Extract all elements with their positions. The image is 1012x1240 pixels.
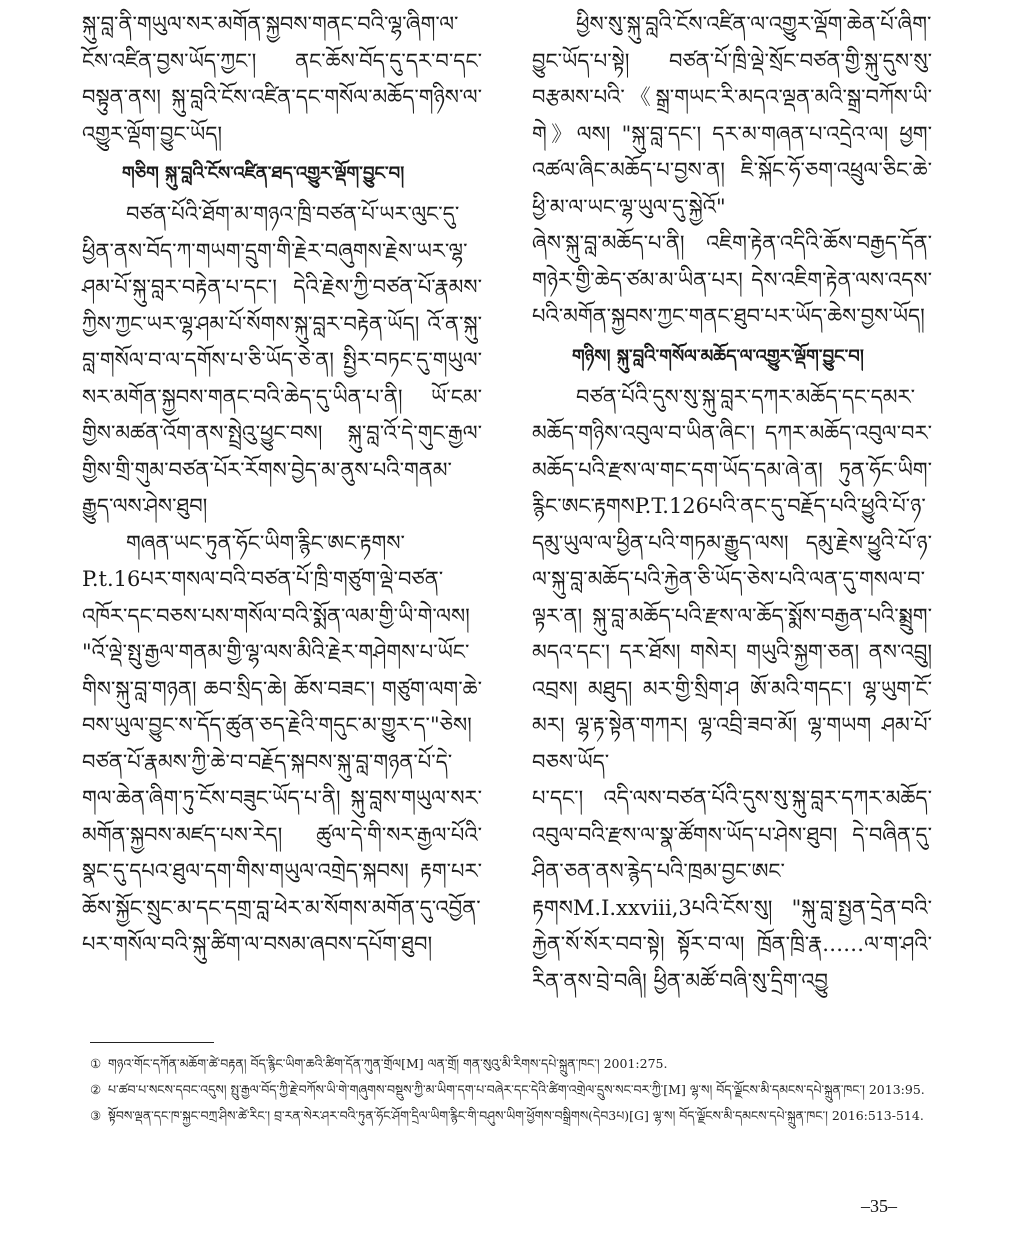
left-column [82, 0, 482, 963]
footnote-divider [90, 1042, 214, 1043]
left-paragraph-2: བཙན་པོའི་ཐོག་མ་གཉའ་ཁྲི་བཙན་པོ་ཡར་ལུང་དུ་ཕྱིན་ནས་བོད་ཀ་གཡག་དྲུག་གི་རྗེར་བཞུགས་རྗེས་ཡར་ལྷ་ཤམ་པོ་སྐུ་བླར་བརྟེན་པ་དང་། དེའི་རྗེས་ཀྱི་བཙན་པོ་རྣམས་ཀྱིས་ཀྱང་ཡར་ལྷ་ཤམ་པོ་སོགས་སྐུ་བླར་བརྟེན་ཡོད། འོ་ན་སྐུ་བླ་གསོལ་བ་ལ་དགོས་པ་ཅི་ཡོད་ཅེ་ན། སྤྱིར་བཏང་དུ་གཡུལ་སར་མགོན་སྐྱབས་གནང་བའི་ཆེད་དུ་ཡིན་པ་ནི། ཡོ་ངམ་གྱིས་མཚན་འོག་ནས་སྤྲེའུ་ཕྱུང་བས། སྐུ་བླ་འོ་དེ་གུང་རྒྱལ་གྱིས་གྲི་གུམ་བཙན་པོར་རོགས་བྱེད་མ་ནུས་པའི་གནམ་རྒྱུད་ལས་ཤེས་ཐུབ། [82, 202, 482, 518]
footnote-2 [90, 1078, 930, 1102]
section-heading-1: གཅིག སྐུ་བླའི་ངོས་འཛིན་ཐད་འགྱུར་ལྡོག་བྱུང་བ། [122, 163, 405, 184]
left-paragraph-3: གཞན་ཡང་ཏུན་ཧོང་ཡིག་རྙིང་ཨང་རྟགས་P.t.16པར་གསལ་བའི་བཙན་པོ་ཁྲི་གཙུག་ལྡེ་བཙན་འཁོར་དང་བཅས་པས་གསོལ་བའི་སྨོན་ལམ་གྱི་ཡི་གེ་ལས། "འོ་ལྡེ་སྤུ་རྒྱལ་གནམ་གྱི་ལྷ་ལས་མིའི་རྗེར་གཤེགས་པ་ཡོང་གིས་སྐུ་བླ་གཉན། ཆབ་སྲིད་ཆེ། ཆོས་བཟང་། གཙུག་ལག་ཆེ་བས་ཡུལ་བྱུང་ས་དོད་ཚུན་ཅད་རྗེའི་གདུང་མ་གྱུར་ད་"ཅེས། བཙན་པོ་རྣམས་ཀྱི་ཆེ་བ་བརྗོད་སྐབས་སྐུ་བླ་གཉན་པོ་དེ་གལ་ཆེན་ཞིག་ཏུ་ངོས་བཟུང་ཡོད་པ་ནི། སྐུ་བླས་གཡུལ་སར་མགོན་སྐྱབས་མཛད་པས་རེད། ཚུལ་དེ་གི་སར་རྒྱལ་པོའི་སྣང་དུ་དཔའ་ཐུལ་དག་གིས་གཡུལ་འགྲེད་སྐབས། རྟག་པར་ཆོས་སྐྱོང་སྲུང་མ་དང་དགྲ་བླ་ཕེར་མ་སོགས་མགོན་དུ་འབྱོན་པར་གསོལ་བའི་སྐུ་ཚིག་ལ་བསམ་ཞབས་དཔོག་ཐུབ། [82, 530, 482, 956]
footnote-1 [90, 1052, 930, 1076]
footnote-text: སྟོབས་ལྡན་དང་ཁ་སྐྱང་བཀྲ་ཤིས་ཚེ་རིང་། བྲ་རན་སེར་ཤར་བའི་ཏུན་ཧོང་ཤོག་དྲིལ་ཡིག་རྙིང་གི་བཤུས་ཡིག་ཕྱོགས་བསྒྲིགས(དེབ3པ)[G] ལྷ་ས། བོད་ལྗོངས་མི་དམངས་དཔེ་སྐྲུན་ཁང་། 2016:513-514. [108, 1108, 924, 1123]
section-heading-2: གཉིས། སྐུ་བླའི་གསོལ་མཆོད་ལ་འགྱུར་ལྡོག་བྱུང་བ། [572, 345, 864, 367]
footnote-text: པ་ཚབ་པ་སངས་དབང་འདུས། སྤུ་རྒྱལ་བོད་ཀྱི་རྗེ་བཀོས་ཡི་གེ་གཞུགས་བསྡུས་ཀྱི་མ་ཡིག་དག་པ་བཞེར་དང་དེའི་ཚིག་འགྲེལ་དྲུས་སང་བར་ཀྱི་[M] ལྷ་ས། བོད་ལྗོངས་མི་དམངས་དཔེ་སྐྲུན་ཁང་། 2013:95. [108, 1082, 925, 1097]
left-paragraph-1: སྐུ་བླ་ནི་གཡུལ་སར་མགོན་སྐྱབས་གནང་བའི་ལྷ་ཞིག་ལ་ངོས་འཛིན་བྱས་ཡོད་ཀྱང་། ནང་ཆོས་བོད་དུ་དར་བ་དང་བསྟུན་ནས། སྐུ་བླའི་ངོས་འཛིན་དང་གསོལ་མཆོད་གཉིས་ལ་འགྱུར་ལྡོག་བྱུང་ཡོད། [82, 12, 482, 146]
footnotes [90, 1052, 930, 1130]
right-paragraph-1: ཕྱིས་སུ་སྐུ་བླའི་ངོས་འཛིན་ལ་འགྱུར་ལྡོག་ཆེན་པོ་ཞིག་བྱུང་ཡོད་པ་སྟེ། བཙན་པོ་ཁྲི་ལྡེ་སྲོང་བཙན་གྱི་སྐུ་དུས་སུ་བརྩམས་པའི་《སྒྲ་གཡང་རི་མདའ་ལྡན་མའི་སྒྲ་བཀོས་ཡི་གེ》ལས། "སྐུ་བླ་དང་། དར་མ་གཞན་པ་འདྲེའ་ལ། ཕྱག་འཚལ་ཞིང་མཆོད་པ་བྱས་ན། ཇི་སྐོང་ཧོ་ཅག་འཕྲུལ་ཅིང་ཆེ་ཕྱི་མ་ལ་ཡང་ལྷ་ཡུལ་དུ་སྐྱེའོ" [532, 12, 932, 219]
page-number: –35– [861, 1196, 897, 1216]
footnote-3 [90, 1104, 930, 1128]
right-paragraph-2-continued: པ་དང་། འདི་ལས་བཙན་པོའི་དུས་སུ་སྐུ་བླར་དཀར་མཆོད་འབུལ་བའི་རྫས་ལ་སྣ་ཚོགས་ཡོད་པ་ཤེས་ཐུབ། དེ་བཞིན་དུ་ཤིན་ཅན་ནས་རྙེད་པའི་ཁྲམ་བྱང་ཨང་རྟགསM.I.xxviii,3པའི་ངོས་སུ། "སྐུ་བླ་སྤྱན་དྲེན་བའི་རྐྱེན་སོ་སོར་བབ་སྟེ། སྟོར་བ་ལ། ཁྲོན་ཁྲི་རྣ……ལ་ག་ཤའི་རིན་ནས་བྲེ་བཞི། ཕྱིན་མཚོ་བཞི་སུ་དྲིག་འབྱུ [532, 786, 932, 993]
footnote-text: གཉའ་གོང་དཀོན་མཆོག་ཚེ་བརྟན། བོད་རྙིང་ཡིག་ཆའི་ཚིག་དོན་ཀུན་གྲོལ[M] ལན་གྲོ། གན་སུའུ་མི་རིགས་དཔེ་སྐྲུན་ཁང་། 2001:275. [108, 1056, 668, 1071]
right-paragraph-1-tail: ཞེས་སྐུ་བླ་མཆོད་པ་ནི། འཇིག་རྟེན་འདིའི་ཆོས་བརྒྱད་དོན་གཉེར་གྱི་ཆེད་ཙམ་མ་ཡིན་པར། དེས་འཇིག་རྟེན་ལས་འདས་པའི་མགོན་སྐྱབས་ཀྱང་གནང་ཐུབ་པར་ཡོད་ཆེས་བྱས་ཡོད། [532, 231, 932, 328]
footnote-marker: ③ [90, 1108, 102, 1123]
footnote-marker: ② [90, 1082, 102, 1097]
right-column [532, 0, 932, 999]
footnote-marker: ① [90, 1056, 102, 1071]
right-paragraph-2: བཙན་པོའི་དུས་སུ་སྐུ་བླར་དཀར་མཆོད་དང་དམར་མཆོད་གཉིས་འབུལ་བ་ཡིན་ཞིང་། དཀར་མཆོད་འབུལ་བར་མཆོད་པའི་རྫས་ལ་གང་དག་ཡོད་དམ་ཞེ་ན། ཏུན་ཧོང་ཡིག་རྙིང་ཨང་རྟགསP.T.126པའི་ནང་དུ་བརྗོད་པའི་ཕྱུའི་པོ་ཉ་དམུ་ཡུལ་ལ་ཕྱིན་པའི་གཏམ་རྒྱུད་ལས། དམུ་རྗེས་ཕྱུའི་པོ་ཉ་ལ་སྐུ་བླ་མཆོད་པའི་རྐྱེན་ཅི་ཡོད་ཅེས་པའི་ལན་དུ་གསལ་བ་ལྟར་ན། སྐུ་བླ་མཆོད་པའི་རྫས་ལ་ཆོད་སྨོས་བརྒྱན་པའི་སྨྲུག་མདའ་དང་། དར་ཐོས། གསེར། གཡུའི་སྐྱག་ཅན། ནས་འབྲུ། འབྲས། མཐུད། མར་གྱི་སྲིག་ཤ ཨོ་མའི་གདང་། ལྷ་ཡུག་ངོ་མར། ལྷ་རྟ་སྟེན་གཀར། ལྷ་འབྲི་ཟབ་མོ། ལྷ་གཡག ཤམ་པོ་བཅས་ཡོད་ [532, 384, 932, 774]
